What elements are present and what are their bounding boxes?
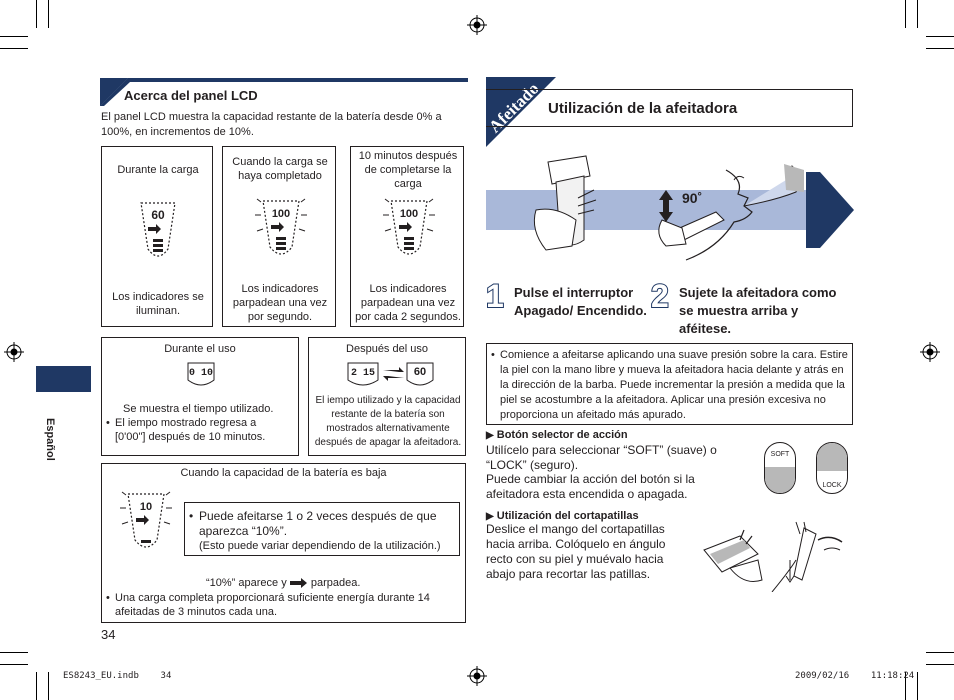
selector-heading: ▶ Botón selector de acción xyxy=(486,429,628,441)
appears-after: parpadea. xyxy=(310,577,361,589)
lcd-value: 100 xyxy=(399,208,419,220)
lcd-display-icon xyxy=(138,199,178,269)
section-title: Acerca del panel LCD xyxy=(124,88,258,103)
step-number: 2 xyxy=(651,278,669,314)
bullet-dot: • xyxy=(189,509,194,523)
soft-label: SOFT xyxy=(770,451,790,458)
selector-heading-text: Botón selector de acción xyxy=(496,429,628,441)
lock-switch-icon xyxy=(816,442,848,494)
charge-box-complete xyxy=(222,146,336,327)
registration-mark-icon xyxy=(4,342,24,362)
shaving-tip-box xyxy=(486,343,853,425)
afeitado-corner-label: Afeitado xyxy=(485,78,543,137)
shaving-illustration xyxy=(486,150,854,270)
page-number: 34 xyxy=(101,627,116,642)
lcd-intro: El panel LCD muestra la capacidad restante de la batería desde 0% a 100%, en incrementos de 10%. xyxy=(101,111,442,138)
usage-title: Utilización de la afeitadora xyxy=(548,100,738,117)
charge-box-during xyxy=(101,146,213,327)
charge-box-title: Durante la carga xyxy=(117,164,199,176)
lock-label: LOCK xyxy=(822,482,842,489)
step-number: 1 xyxy=(486,278,504,314)
low-battery-inner-note: (Esto puede variar dependiendo de la utilización.) xyxy=(199,540,441,552)
soft-switch-icon xyxy=(764,442,796,494)
trimmer-heading: ▶ Utilización del cortapatillas xyxy=(486,510,639,522)
registration-mark-icon xyxy=(467,666,487,686)
low-battery-inner-bullet: Puede afeitarse 1 o 2 veces después de que aparezca “10%”. xyxy=(199,509,437,538)
lcd-low-battery-icon xyxy=(118,486,174,566)
use-box-bullet-dot: • xyxy=(106,417,110,429)
selector-text-1: Utilícelo para seleccionar “SOFT” (suave) o “LOCK” (seguro). xyxy=(486,443,717,472)
step-text: Pulse el interruptor Apagado/ Encendido. xyxy=(514,285,647,318)
lcd-display-icon xyxy=(381,193,437,273)
trimmer-heading-text: Utilización del cortapatillas xyxy=(496,510,639,522)
low-battery-bullet: Una carga completa proporcionará suficiente energía durante 14 afeitadas de 3 minutos cada una. xyxy=(115,592,430,618)
use-box-bullet: El iempo mostrado regresa a [0'00"] después de 10 minutos. xyxy=(115,417,266,443)
after-use-box xyxy=(308,337,466,456)
lcd-time-display-icon xyxy=(185,360,217,388)
low-battery-inner-box xyxy=(184,502,460,556)
lcd-time: 2 15 xyxy=(350,368,376,379)
charge-box-title: Cuando la carga se haya completado xyxy=(232,156,328,182)
trimmer-text: Deslice el mango del cortapatillas hacia arriba. Colóquelo en ángulo recto con su piel y muévalo hacia abajo para recortar las patillas. xyxy=(486,522,666,581)
trimmer-illustration xyxy=(700,520,850,592)
charge-box-caption: Los indicadores parpadean una vez por cada 2 segundos. xyxy=(355,283,461,323)
charge-box-caption: Los indicadores se iluminan. xyxy=(112,291,204,317)
language-tab xyxy=(36,366,91,392)
registration-mark-icon xyxy=(920,342,940,362)
low-battery-title: Cuando la capacidad de la batería es baja xyxy=(180,467,387,479)
angle-label: 90˚ xyxy=(682,190,703,206)
use-box-title: Durante el uso xyxy=(164,343,236,355)
after-use-box-text: El iempo utilizado y la capacidad restante de la batería son mostrados alternativamente después de apagar la afeitadora. xyxy=(314,395,462,448)
charge-box-caption: Los indicadores parpadean una vez por segundo. xyxy=(232,283,328,323)
usage-title-box xyxy=(486,89,853,127)
lcd-display-icon xyxy=(253,193,309,273)
bullet-dot: • xyxy=(106,592,110,604)
lcd-value: 60 xyxy=(151,208,165,222)
low-battery-box xyxy=(101,463,466,623)
selector-text-2: Puede cambiar la acción del botón si la afeitadora esta encendida o apagada. xyxy=(486,472,695,501)
charge-box-after-10min xyxy=(350,146,464,327)
lcd-value: 10 xyxy=(139,501,153,513)
shaving-tip: Comience a afeitarse aplicando una suave presión sobre la cara. Estire la piel con la mano libre y mueva la afeitadora hacia delante y atrás en la dirección de la barba. Puede incrementar la presión a medida que la piel se acostumbre a la afeitadora. Aplicar una presión excesiva no proporciona un afeitado más apurado. xyxy=(500,349,848,421)
charge-box-title: 10 minutos después de completarse la carga xyxy=(358,150,458,190)
lcd-alternating-icon xyxy=(345,360,435,390)
appears-before: “10%” aparece y xyxy=(206,577,287,589)
lcd-section-header xyxy=(100,78,468,106)
after-use-box-title: Después del uso xyxy=(346,343,428,355)
step-text: Sujete la afeitadora como se muestra arriba y aféitese. xyxy=(679,285,837,336)
footer-timestamp: 2009/02/16 11:18:24 xyxy=(795,671,915,681)
plug-arrow-icon xyxy=(290,578,308,588)
use-box xyxy=(101,337,299,456)
lcd-time: 0 10 xyxy=(188,368,214,379)
lcd-value: 60 xyxy=(413,366,427,378)
use-box-text: Se muestra el tiempo utilizado. xyxy=(123,403,274,415)
registration-mark-icon xyxy=(467,15,487,35)
lcd-value: 100 xyxy=(271,208,291,220)
low-battery-appears-line xyxy=(206,576,446,590)
language-tab-label: Español xyxy=(44,418,56,461)
bullet-dot: • xyxy=(491,349,495,361)
footer-file: ES8243_EU.indb 34 xyxy=(63,671,172,681)
